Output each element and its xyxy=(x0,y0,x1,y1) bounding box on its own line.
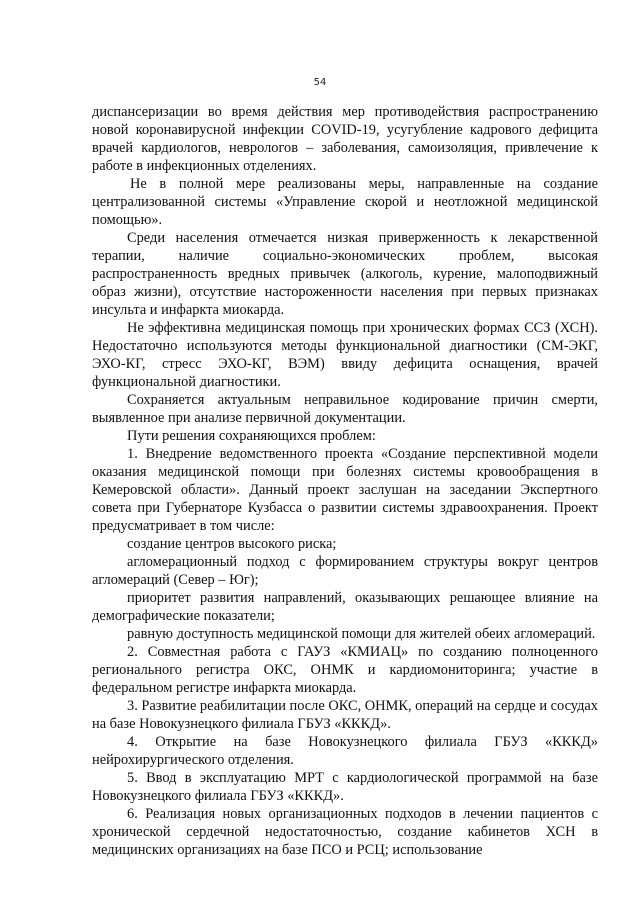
paragraph: диспансеризации во время действия мер противодействия распространению новой коронавирусной инфекции COVID-19, усугубление кадрового дефицита врачей кардиологов, неврологов – заболевания, самоизоляция, привлечение к работе в инфекционных отделениях. xyxy=(92,104,598,174)
paragraph: Пути решения сохраняющихся проблем: xyxy=(127,428,376,444)
paragraph: Среди населения отмечается низкая приверженность к лекарственной терапии, наличие социально-экономических проблем, высокая распространенность вредных привычек (алкоголь, курение, малоподвижный образ жизни), отсутствие настороженности населения при первых признаках инсульта и инфаркта миокарда. xyxy=(92,230,598,318)
sub-list-item: равную доступность медицинской помощи для жителей обеих агломераций. xyxy=(127,626,596,642)
list-item: 6. Реализация новых организационных подходов в лечении пациентов с хронической сердечной недостаточностью, создание кабинетов ХСН в медицинских организациях на базе ПСО и РСЦ; использование xyxy=(92,806,598,858)
list-item: 5. Ввод в эксплуатацию МРТ с кардиологической программой на базе Новокузнецкого филиала ГБУЗ «КККД». xyxy=(92,770,598,804)
sub-list-item: приоритет развития направлений, оказывающих решающее влияние на демографические показатели; xyxy=(92,590,598,624)
paragraph: Не эффективна медицинская помощь при хронических формах ССЗ (ХСН). Недостаточно используются методы функциональной диагностики (СМ-ЭКГ, ЭХО-КГ, стресс ЭХО-КГ, ВЭМ) ввиду дефицита оснащения, врачей функциональной диагностики. xyxy=(92,320,598,390)
paragraph: Сохраняется актуальным неправильное кодирование причин смерти, выявленное при анализе первичной документации. xyxy=(92,392,598,426)
list-item: 1. Внедрение ведомственного проекта «Создание перспективной модели оказания медицинской помощи при болезнях системы кровообращения в Кемеровской области». Данный проект заслушан на заседании Экспертного совета при Губернаторе Кузбасса о развитии системы здравоохранения. Проект предусматривает в том числе: xyxy=(92,446,598,534)
page-number: 54 xyxy=(313,77,327,88)
sub-list-item: создание центров высокого риска; xyxy=(127,536,337,552)
list-item: 4. Открытие на базе Новокузнецкого филиала ГБУЗ «КККД» нейрохирургического отделения. xyxy=(92,734,598,768)
list-item: 2. Совместная работа с ГАУЗ «КМИАЦ» по созданию полноценного регионального регистра ОКС, ОНМК и кардиомониторинга; участие в федеральном регистре инфаркта миокарда. xyxy=(92,644,598,696)
document-body xyxy=(92,103,598,859)
paragraph: Не в полной мере реализованы меры, направленные на создание централизованной системы «Управление скорой и неотложной медицинской помощью». xyxy=(92,176,598,228)
list-item: 3. Развитие реабилитации после ОКС, ОНМК, операций на сердце и сосудах на базе Новокузнецкого филиала ГБУЗ «КККД». xyxy=(92,698,598,732)
sub-list-item: агломерационный подход с формированием структуры вокруг центров агломераций (Север – Юг); xyxy=(92,554,598,588)
